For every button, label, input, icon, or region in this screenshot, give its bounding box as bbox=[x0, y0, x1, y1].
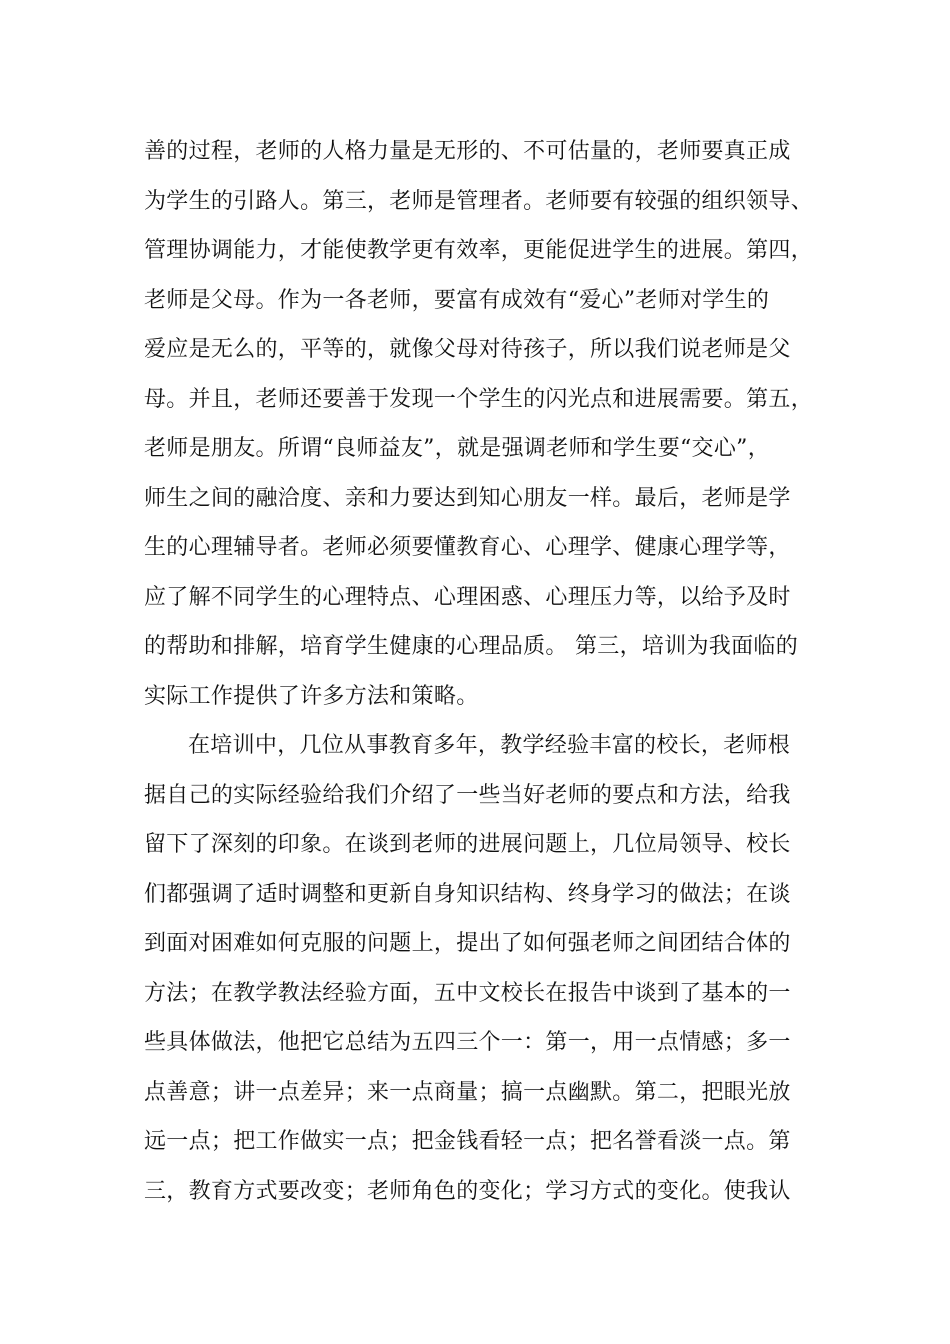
text-line: 三，教育方式要改变；老师角色的变化；学习方式的变化。使我认 bbox=[144, 1178, 791, 1204]
text-line: 们都强调了适时调整和更新自身知识结构、终身学习的做法；在谈 bbox=[144, 881, 791, 907]
text-line: 留下了深刻的印象。在谈到老师的进展问题上，几位局领导、校长 bbox=[144, 832, 791, 857]
text-line: 老师是朋友。所谓“良师益友”，就是强调老师和学生要“交心”， bbox=[144, 436, 770, 461]
text-line: 善的过程，老师的人格力量是无形的、不可估量的，老师要真正成 bbox=[144, 139, 791, 164]
text-line: 据自己的实际经验给我们介绍了一些当好老师的要点和方法，给我 bbox=[144, 782, 791, 808]
body-text bbox=[144, 127, 844, 1216]
text-line: 方法；在教学教法经验方面，五中文校长在报告中谈到了基本的一 bbox=[144, 980, 791, 1006]
text-line: 爱应是无么的，平等的，就像父母对待孩子，所以我们说老师是父 bbox=[144, 337, 791, 362]
text-line: 的帮助和排解，培育学生健康的心理品质。 第三，培训为我面临的 bbox=[144, 634, 798, 659]
text-line: 老师是父母。作为一各老师，要富有成效有“爱心”老师对学生的 bbox=[144, 287, 770, 313]
text-line: 远一点；把工作做实一点；把金钱看轻一点；把名誉看淡一点。第 bbox=[144, 1129, 791, 1154]
text-line: 点善意；讲一点差异；来一点商量；搞一点幽默。第二，把眼光放 bbox=[144, 1079, 791, 1105]
text-line: 些具体做法，他把它总结为五四三个一：第一，用一点情感；多一 bbox=[144, 1030, 791, 1055]
text-line: 实际工作提供了许多方法和策略。 bbox=[144, 683, 479, 709]
paragraph-first-line: 在培训中，几位从事教育多年，教学经验丰富的校长，老师根 bbox=[188, 733, 791, 758]
text-line: 母。并且，老师还要善于发现一个学生的闪光点和进展需要。第五， bbox=[144, 386, 814, 412]
text-line: 师生之间的融洽度、亲和力要达到知心朋友一样。最后，老师是学 bbox=[144, 485, 791, 511]
text-line: 生的心理辅导者。老师必须要懂教育心、心理学、健康心理学等， bbox=[144, 535, 791, 560]
text-line: 管理协调能力，才能使教学更有效率，更能促进学生的进展。第四， bbox=[144, 238, 814, 263]
text-line: 应了解不同学生的心理特点、心理困惑、心理压力等，以给予及时 bbox=[144, 584, 791, 610]
text-line: 为学生的引路人。第三，老师是管理者。老师要有较强的组织领导、 bbox=[144, 188, 814, 214]
text-line: 到面对困难如何克服的问题上，提出了如何强老师之间团结合体的 bbox=[144, 931, 791, 956]
